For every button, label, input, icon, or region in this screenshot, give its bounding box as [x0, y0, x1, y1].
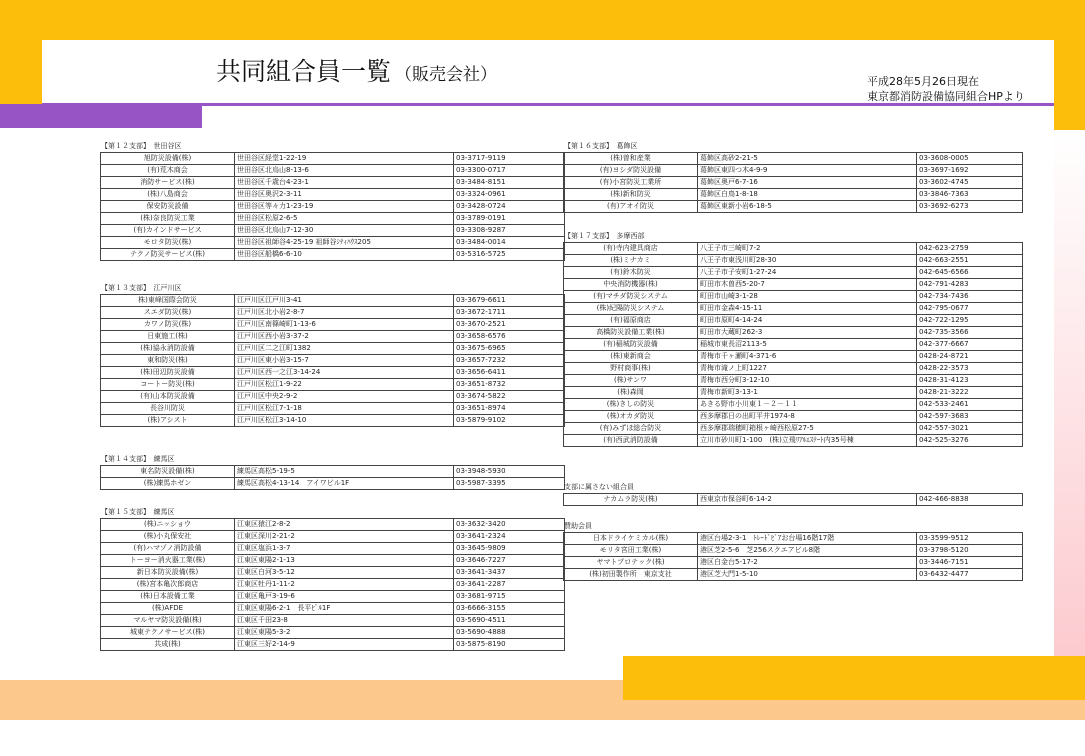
company-name: (株)サンワ: [564, 375, 698, 387]
address: 町田市金森4-15-11: [698, 303, 917, 315]
address: 江東区千田23-8: [235, 615, 454, 627]
table-row: [101, 415, 565, 427]
phone: 03-6432-4477: [917, 569, 1023, 581]
table-row: [564, 351, 1023, 363]
section-label: 【第１６支部】 葛飾区: [564, 142, 638, 150]
phone: 03-3846-7363: [917, 189, 1023, 201]
address: 港区芝大門1-5-10: [698, 569, 917, 581]
company-name: (有)カインドサービス: [101, 225, 235, 237]
table-row: [101, 603, 565, 615]
table-row: [564, 494, 1023, 506]
company-name: 東名防災設備(株): [101, 466, 235, 478]
table-row: [564, 375, 1023, 387]
member-table: [100, 518, 565, 651]
address: 世田谷区松原2-6-5: [235, 213, 454, 225]
phone: 03-3641-2287: [454, 579, 565, 591]
address: 江東区東陽5-3-2: [235, 627, 454, 639]
address: 葛飾区東新小岩6-18-5: [698, 201, 917, 213]
member-table: [563, 532, 1023, 581]
company-name: (株)奈良防災工業: [101, 213, 235, 225]
address: 葛飾区奥戸6-7-16: [698, 177, 917, 189]
company-name: 高橋防災設備工業(株): [564, 327, 698, 339]
table-row: [101, 627, 565, 639]
phone: 042-663-2551: [917, 255, 1023, 267]
company-name: (有)小宮防災工業所: [564, 177, 698, 189]
phone: 03-3300-0717: [454, 165, 565, 177]
address: あきる野市小川東１－２－１１: [698, 399, 917, 411]
phone: 03-3656-6411: [454, 367, 565, 379]
address: 世田谷区千歳台4-23-1: [235, 177, 454, 189]
bottom-right-block: [623, 656, 1085, 700]
address: 世田谷区船橋6-6-10: [235, 249, 454, 261]
address: 港区芝2-5-6 芝256スクエアビル8階: [698, 545, 917, 557]
phone: 0428-22-3573: [917, 363, 1023, 375]
address: 町田市山崎3-1-28: [698, 291, 917, 303]
phone: 042-623-2759: [917, 243, 1023, 255]
company-name: 保安防災設備: [101, 201, 235, 213]
table-row: [564, 339, 1023, 351]
table-row: [101, 567, 565, 579]
address: 江戸川区二之江町1382: [235, 343, 454, 355]
section-label: 【第１５支部】 練馬区: [101, 508, 175, 516]
table-row: [101, 543, 565, 555]
title-subtitle: （販売会社）: [395, 65, 498, 85]
company-name: (有)マチダ防災システム: [564, 291, 698, 303]
address: 江戸川区西一之江3-14-24: [235, 367, 454, 379]
table-row: [101, 249, 565, 261]
phone: 03-5879-9102: [454, 415, 565, 427]
top-right-band: [1054, 0, 1085, 130]
left-band: [0, 0, 42, 105]
address: 江東区三好2-14-9: [235, 639, 454, 651]
section-1: [100, 140, 565, 261]
phone: 03-5690-4511: [454, 615, 565, 627]
table-row: [564, 153, 1023, 165]
address: 江戸川区松江3-14-10: [235, 415, 454, 427]
company-name: (有)アオイ防災: [564, 201, 698, 213]
phone: 042-734-7436: [917, 291, 1023, 303]
phone: 03-3692-6273: [917, 201, 1023, 213]
phone: 03-5875-8190: [454, 639, 565, 651]
section-4: [100, 506, 565, 651]
company-name: スエダ防災(株): [101, 307, 235, 319]
section-label: 【第１２支部】 世田谷区: [101, 142, 182, 150]
note-source: 東京都消防設備協同組合HPより: [867, 90, 1025, 103]
address: 町田市木曽西5-20-7: [698, 279, 917, 291]
table-row: [101, 153, 565, 165]
phone: 0428-24-8721: [917, 351, 1023, 363]
address: 西東京市保谷町6-14-2: [698, 494, 917, 506]
company-name: (有)ハマゾノ消防設備: [101, 543, 235, 555]
phone: 042-791-4283: [917, 279, 1023, 291]
company-name: (株)小丸保安社: [101, 531, 235, 543]
company-name: トーヨー消火器工業(株): [101, 555, 235, 567]
company-name: 消防サービス(株): [101, 177, 235, 189]
company-name: (株)ニッショウ: [101, 519, 235, 531]
table-row: [101, 237, 565, 249]
address: 練馬区高松5-19-5: [235, 466, 454, 478]
table-row: [564, 165, 1023, 177]
table-row: [101, 555, 565, 567]
phone: 03-3798-5120: [917, 545, 1023, 557]
company-name: (有)ヨシダ防災設備: [564, 165, 698, 177]
company-name: 新日本防災設備(株): [101, 567, 235, 579]
phone: 042-735-3566: [917, 327, 1023, 339]
table-row: [101, 201, 565, 213]
address: 港区白金台5-17-2: [698, 557, 917, 569]
address: 練馬区高松4-13-14 アイワビル1F: [235, 478, 454, 490]
table-row: [101, 531, 565, 543]
phone: 042-557-3021: [917, 423, 1023, 435]
section-6: [563, 230, 1023, 447]
company-name: (有)みずほ総合防災: [564, 423, 698, 435]
purple-accent-bar: [0, 104, 202, 128]
phone: 03-3658-6576: [454, 331, 565, 343]
company-name: (有)山本防災設備: [101, 391, 235, 403]
table-row: [101, 579, 565, 591]
company-name: 城東テクノサービス(株): [101, 627, 235, 639]
company-name: (株)森岡: [564, 387, 698, 399]
company-name: モロタ防災(株): [101, 237, 235, 249]
company-name: (株)宮本亀次郎商店: [101, 579, 235, 591]
company-name: カワノ防災(株): [101, 319, 235, 331]
company-name: 日東施工(株): [101, 331, 235, 343]
address: 葛飾区白鳥1-8-18: [698, 189, 917, 201]
company-name: (株)田辺防災設備: [101, 367, 235, 379]
section-label: 【第１３支部】 江戸川区: [101, 284, 182, 292]
table-row: [564, 327, 1023, 339]
address: 町田市大蔵町262-3: [698, 327, 917, 339]
section-5: [563, 140, 1023, 213]
table-row: [101, 295, 565, 307]
company-name: (株)オカダ防災: [564, 411, 698, 423]
phone: 042-466-8838: [917, 494, 1023, 506]
company-name: (株)きしの防災: [564, 399, 698, 411]
address: 八王子市子安町1-27-24: [698, 267, 917, 279]
company-name: (株)練馬ホゼン: [101, 478, 235, 490]
phone: 03-3484-8151: [454, 177, 565, 189]
phone: 03-3679-6611: [454, 295, 565, 307]
table-row: [564, 279, 1023, 291]
address: 世田谷区奥沢2-3-11: [235, 189, 454, 201]
section-label: 【第１７支部】 多摩西部: [564, 232, 645, 240]
address: 江東区猿江2-8-2: [235, 519, 454, 531]
address: 世田谷区北烏山7-12-30: [235, 225, 454, 237]
phone: 0428-31-4123: [917, 375, 1023, 387]
member-table: [563, 493, 1023, 506]
company-name: (株)AFDE: [101, 603, 235, 615]
company-name: (株)日本設備工業: [101, 591, 235, 603]
company-name: (株)紀陽防災システム: [564, 303, 698, 315]
phone: 03-5316-5725: [454, 249, 565, 261]
phone: 03-3641-2324: [454, 531, 565, 543]
address: 江戸川区江戸川3-41: [235, 295, 454, 307]
member-table: [100, 465, 565, 490]
address: 青梅市滝ノ上町1227: [698, 363, 917, 375]
table-row: [564, 177, 1023, 189]
table-row: [101, 615, 565, 627]
phone: 03-3672-1711: [454, 307, 565, 319]
table-row: [564, 291, 1023, 303]
phone: 03-3789-0191: [454, 213, 565, 225]
company-name: 中央消防機器(株): [564, 279, 698, 291]
table-row: [101, 343, 565, 355]
company-name: (株)八島商会: [101, 189, 235, 201]
address: 葛飾区高砂2-21-5: [698, 153, 917, 165]
address: 世田谷区経堂1-22-19: [235, 153, 454, 165]
member-table: [100, 294, 565, 427]
address: 江東区亀戸3-19-6: [235, 591, 454, 603]
phone: 03-3608-0005: [917, 153, 1023, 165]
phone: 0428-21-3222: [917, 387, 1023, 399]
phone: 03-3428-0724: [454, 201, 565, 213]
table-row: [101, 355, 565, 367]
section-8: [563, 520, 1023, 581]
address: 八王子市三崎町7-2: [698, 243, 917, 255]
company-name: (株)協永消防設備: [101, 343, 235, 355]
address: 江戸川区松江7-1-18: [235, 403, 454, 415]
phone: 042-722-1295: [917, 315, 1023, 327]
phone: 03-5987-3395: [454, 478, 565, 490]
phone: 03-3646-7227: [454, 555, 565, 567]
phone: 03-3484-0014: [454, 237, 565, 249]
phone: 03-3674-5822: [454, 391, 565, 403]
table-row: [101, 478, 565, 490]
table-row: [564, 363, 1023, 375]
address: 青梅市西分町3-12-10: [698, 375, 917, 387]
table-row: [101, 403, 565, 415]
table-row: [564, 387, 1023, 399]
table-row: [101, 189, 565, 201]
table-row: [101, 379, 565, 391]
phone: 03-3324-0961: [454, 189, 565, 201]
table-row: [101, 213, 565, 225]
table-row: [564, 423, 1023, 435]
address: 江戸川区松江1-9-22: [235, 379, 454, 391]
title-text: 共同組合員一覧: [216, 57, 392, 86]
address: 江戸川区北小岩2-8-7: [235, 307, 454, 319]
phone: 03-3446-7151: [917, 557, 1023, 569]
address: 江東区東陽2-1-13: [235, 555, 454, 567]
table-row: [564, 243, 1023, 255]
address: 西多摩郡瑞穂町箱根ヶ崎西松原27-5: [698, 423, 917, 435]
table-row: [101, 177, 565, 189]
table-row: [564, 411, 1023, 423]
address: 葛飾区東四つ木4-9-9: [698, 165, 917, 177]
address: 江戸川区南篠崎町1-13-6: [235, 319, 454, 331]
company-name: (有)寺内建具商店: [564, 243, 698, 255]
address: 江戸川区東小岩3-15-7: [235, 355, 454, 367]
source-note: [867, 74, 1025, 104]
address: 江東区深川2-21-2: [235, 531, 454, 543]
top-band: [0, 0, 1085, 40]
phone: 03-3675-6965: [454, 343, 565, 355]
company-name: 旭防災設備(株): [101, 153, 235, 165]
right-gradient-band: [1054, 130, 1085, 690]
address: 青梅市新町3-13-1: [698, 387, 917, 399]
phone: 03-3681-9715: [454, 591, 565, 603]
section-label: 賛助会員: [564, 522, 592, 530]
company-name: (株)アシスト: [101, 415, 235, 427]
table-row: [564, 435, 1023, 447]
address: 西多摩郡日の出町平井1974-8: [698, 411, 917, 423]
company-name: ヤマトプロテック(株): [564, 557, 698, 569]
phone: 03-3651-8974: [454, 403, 565, 415]
address: 青梅市千ヶ瀬町4-371-6: [698, 351, 917, 363]
phone: 03-3599-9512: [917, 533, 1023, 545]
address: 世田谷区北烏山8-13-6: [235, 165, 454, 177]
phone: 03-3948-5930: [454, 466, 565, 478]
company-name: 株)東峰国際会防災: [101, 295, 235, 307]
phone: 042-645-6566: [917, 267, 1023, 279]
company-name: 日本ドライケミカル(株): [564, 533, 698, 545]
company-name: 長谷川防災: [101, 403, 235, 415]
company-name: (株)ミナカミ: [564, 255, 698, 267]
company-name: (有)荒木商会: [101, 165, 235, 177]
address: 町田市原町4-14-24: [698, 315, 917, 327]
section-label: 支部に属さない組合員: [564, 483, 634, 491]
phone: 03-3308-9287: [454, 225, 565, 237]
table-row: [564, 303, 1023, 315]
company-name: (株)曽和産業: [564, 153, 698, 165]
section-7: [563, 481, 1023, 506]
phone: 042-377-6667: [917, 339, 1023, 351]
phone: 03-3641-3437: [454, 567, 565, 579]
address: 江東区白河3-5-12: [235, 567, 454, 579]
table-row: [564, 255, 1023, 267]
phone: 042-533-2461: [917, 399, 1023, 411]
company-name: 野村商事(株): [564, 363, 698, 375]
table-row: [101, 367, 565, 379]
table-row: [101, 331, 565, 343]
table-row: [101, 307, 565, 319]
phone: 03-3651-8732: [454, 379, 565, 391]
phone: 042-795-0677: [917, 303, 1023, 315]
table-row: [101, 319, 565, 331]
phone: 042-597-3683: [917, 411, 1023, 423]
member-table: [563, 152, 1023, 213]
phone: 03-3717-9119: [454, 153, 565, 165]
phone: 03-3602-4745: [917, 177, 1023, 189]
table-row: [101, 165, 565, 177]
company-name: (株)東新商会: [564, 351, 698, 363]
company-name: (株)初田製作所 東京支社: [564, 569, 698, 581]
address: 江東区東陽6-2-1 長平ﾋﾞﾙ1F: [235, 603, 454, 615]
company-name: マルヤマ防災設備(株): [101, 615, 235, 627]
table-row: [564, 545, 1023, 557]
table-row: [564, 569, 1023, 581]
table-row: [564, 315, 1023, 327]
address: 立川市砂川町1-100 (株)立飛ﾘｱﾙｴｽﾃｰﾄ内35号棟: [698, 435, 917, 447]
table-row: [101, 225, 565, 237]
company-name: 東和防災(株): [101, 355, 235, 367]
address: 港区台場2-3-1 ﾄﾚｰﾄﾞﾋﾟｱお台場16階17階: [698, 533, 917, 545]
company-name: ナカムラ防災(株): [564, 494, 698, 506]
phone: 03-3632-3420: [454, 519, 565, 531]
section-label: 【第１４支部】 練馬区: [101, 455, 175, 463]
table-row: [101, 391, 565, 403]
page-title: [216, 52, 497, 88]
company-name: (有)鈴木防災: [564, 267, 698, 279]
address: 江東区牡丹1-11-2: [235, 579, 454, 591]
phone: 03-5690-4888: [454, 627, 565, 639]
company-name: テクノ防災サービス(株): [101, 249, 235, 261]
table-row: [564, 267, 1023, 279]
table-row: [564, 533, 1023, 545]
company-name: (有)稲城防災設備: [564, 339, 698, 351]
section-3: [100, 453, 565, 490]
company-name: 共成(株): [101, 639, 235, 651]
table-row: [101, 519, 565, 531]
table-row: [564, 189, 1023, 201]
phone: 03-3657-7232: [454, 355, 565, 367]
member-table: [100, 152, 565, 261]
note-date: 平成28年5月26日現在: [867, 75, 979, 88]
section-2: [100, 282, 565, 427]
company-name: (有)福原商店: [564, 315, 698, 327]
company-name: モリタ宮田工業(株): [564, 545, 698, 557]
phone: 03-3645-9809: [454, 543, 565, 555]
table-row: [564, 201, 1023, 213]
address: 八王子市東浅川町28-30: [698, 255, 917, 267]
address: 世田谷区等々力1-23-19: [235, 201, 454, 213]
phone: 042-525-3276: [917, 435, 1023, 447]
company-name: コートー防災(株): [101, 379, 235, 391]
address: 江東区塩浜1-3-7: [235, 543, 454, 555]
phone: 03-6666-3155: [454, 603, 565, 615]
address: 稲城市東長沼2113-5: [698, 339, 917, 351]
table-row: [564, 399, 1023, 411]
table-row: [101, 639, 565, 651]
member-table: [563, 242, 1023, 447]
address: 江戸川区西小岩3-37-2: [235, 331, 454, 343]
phone: 03-3697-1692: [917, 165, 1023, 177]
phone: 03-3670-2521: [454, 319, 565, 331]
company-name: (有)西武消防設備: [564, 435, 698, 447]
address: 世田谷区祖師谷4-25-19 祖師谷ｼﾃｨﾊｳｽ205: [235, 237, 454, 249]
address: 江戸川区中央2-9-2: [235, 391, 454, 403]
table-row: [101, 591, 565, 603]
table-row: [564, 557, 1023, 569]
company-name: (株)新和防災: [564, 189, 698, 201]
table-row: [101, 466, 565, 478]
